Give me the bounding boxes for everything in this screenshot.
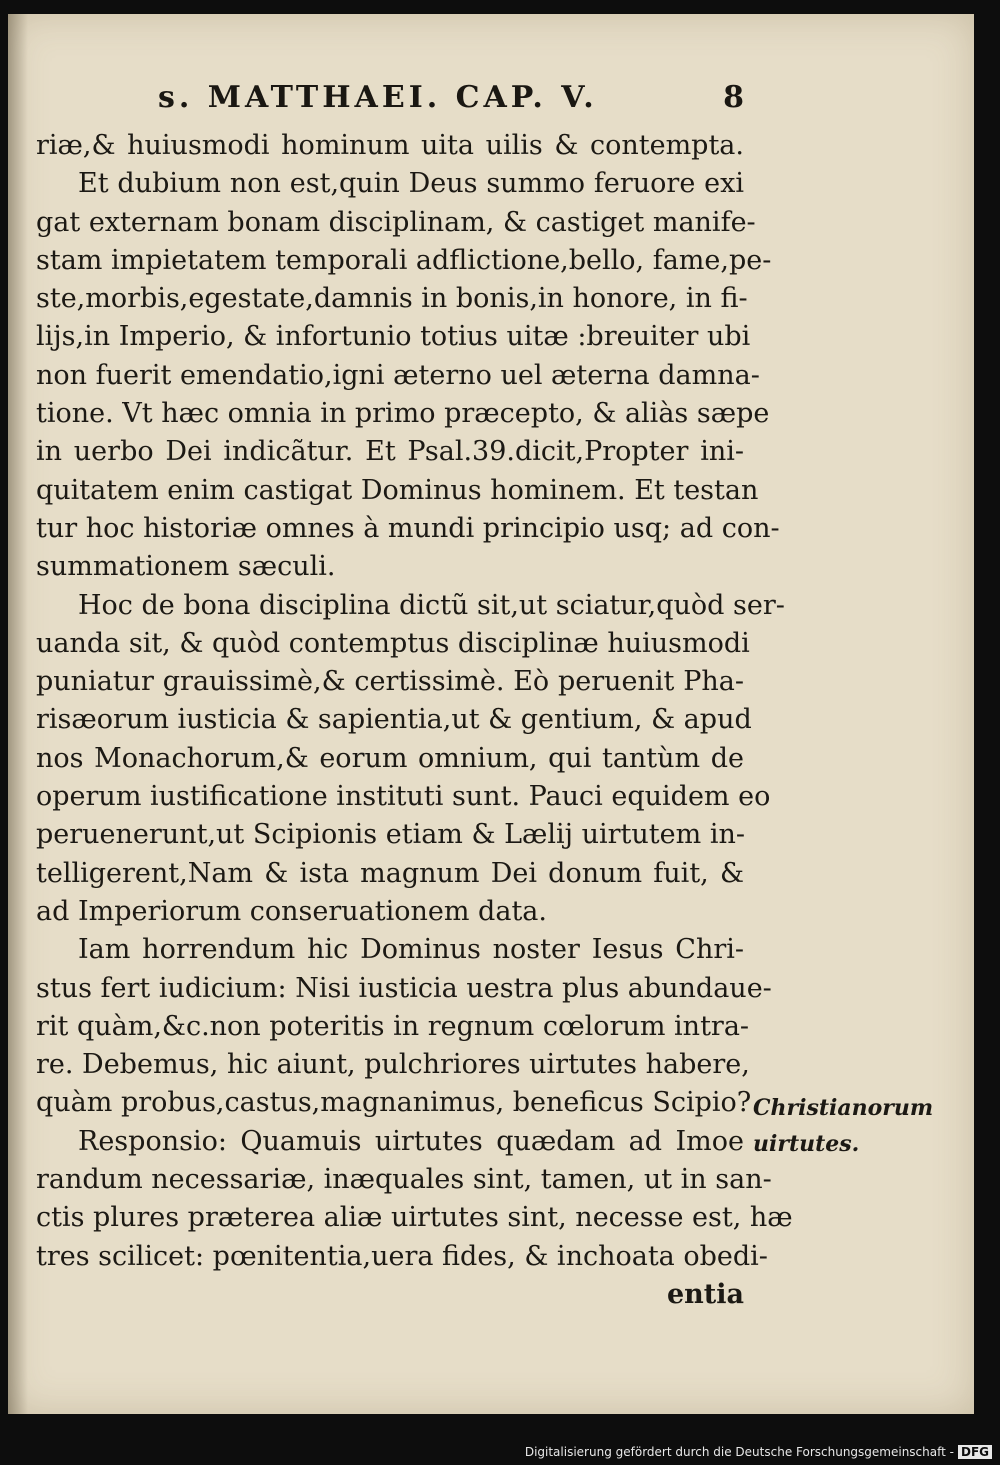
text-line: ste,morbis,egestate,damnis in bonis,in honore, in fi- [36,283,748,315]
digitization-credit [525,1445,992,1459]
credit-text: Digitalisierung gefördert durch die Deutsche Forschungsgemeinschaft - [524,1445,954,1459]
marginal-note [753,1090,934,1162]
running-head [158,80,748,120]
text-line: stam impietatem temporali adflictione,bello, fame,pe- [36,244,772,276]
marginal-note-line: uirtutes. [753,1131,860,1157]
text-line: risæorum iusticia & sapientia,ut & gentium, & apud [36,704,752,736]
running-head-title: s. MATTHAEI. CAP. V. [158,80,598,115]
catchword: entia [666,1278,744,1310]
text-line: lijs,in Imperio, & infortunio totius uitæ :breuiter ubi [36,321,751,353]
text-line: quitatem enim castigat Dominus hominem. Et testan [36,474,759,506]
page-number: 8 [723,80,748,115]
text-line: telligerent,Nam & ista magnum Dei donum fuit, & [36,857,744,889]
text-line: tione. Vt hæc omnia in primo præcepto, & aliàs sæpe [36,398,770,430]
text-line: ctis plures præterea aliæ uirtutes sint, necesse est, hæ [36,1202,793,1234]
text-line: tres scilicet: pœnitentia,uera fides, & inchoata obedi- [36,1240,768,1272]
text-line: Iam horrendum hic Dominus noster Iesus Chri- [78,934,744,966]
text-line: in uerbo Dei indicãtur. Et Psal.39.dicit,Propter ini- [36,436,744,468]
body-text [36,127,793,1314]
text-line: Et dubium non est,quin Deus summo feruore exi [78,168,744,200]
text-line: tur hoc historiæ omnes à mundi principio usq; ad con- [36,512,780,544]
text-line: uanda sit, & quòd contemptus disciplinæ huiusmodi [36,627,750,659]
text-line: puniatur grauissimè,& certissimè. Eò peruenit Pha- [36,666,744,698]
dfg-logo: DFG [958,1445,992,1459]
text-line: operum iustificatione instituti sunt. Pauci equidem eo [36,781,771,813]
text-line: nos Monachorum,& eorum omnium, qui tantùm de [36,742,744,774]
text-line: stus fert iudicium: Nisi iusticia uestra plus abundaue- [36,972,772,1004]
text-line: re. Debemus, hic aiunt, pulchriores uirtutes habere, [36,1049,750,1081]
text-line: ad Imperiorum conseruationem data. [36,895,547,927]
text-line: randum necessariæ, inæquales sint, tamen, ut in san- [36,1164,772,1196]
text-line: gat externam bonam disciplinam, & castiget manife- [36,206,756,238]
text-line: Hoc de bona disciplina dictũ sit,ut sciatur,quòd ser- [78,589,785,621]
book-page [8,14,974,1414]
text-line: rit quàm,&c.non poteritis in regnum cœlorum intra- [36,1010,750,1042]
text-line: Responsio: Quamuis uirtutes quædam ad Imoe [78,1125,744,1157]
text-line: summationem sæculi. [36,551,336,583]
text-line: quàm probus,castus,magnanimus, beneficus Scipio? [36,1087,752,1119]
text-line: non fuerit emendatio,igni æterno uel æterna damna- [36,359,760,391]
text-line: riæ,& huiusmodi hominum uita uilis & contempta. [36,130,744,161]
text-line: peruenerunt,ut Scipionis etiam & Lælij uirtutem in- [36,819,745,851]
marginal-note-line: Christianorum [753,1095,934,1121]
